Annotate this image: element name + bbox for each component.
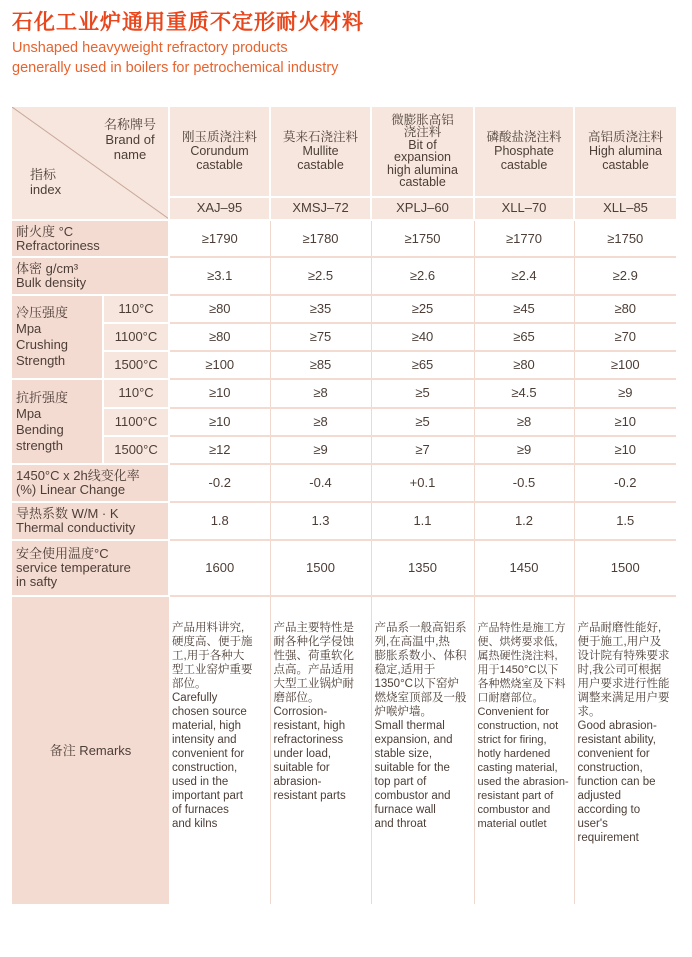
cell-value: ≥9 (574, 379, 676, 407)
cell-value: ≥70 (574, 323, 676, 351)
product-code: XMSJ–72 (270, 197, 371, 220)
row-label-bending: 抗折强度 Mpa Bending strength (12, 379, 103, 464)
temp-label: 1100°C (103, 408, 169, 436)
cell-value: ≥100 (169, 351, 270, 379)
row-label-refractoriness: 耐火度 °C Refractoriness (12, 220, 169, 257)
row-label-linear-change: 1450°C x 2h线变化率 (%) Linear Change (12, 464, 169, 502)
product-code: XPLJ–60 (371, 197, 474, 220)
cell-value: ≥1750 (574, 220, 676, 257)
cell-value: 1500 (574, 540, 676, 596)
cell-value: -0.4 (270, 464, 371, 502)
cell-value: ≥2.5 (270, 257, 371, 294)
cell-value: 1.1 (371, 502, 474, 539)
brand-label: 名称牌号 Brand of name (103, 117, 156, 162)
product-header-phosphate: 磷酸盐浇注料 Phosphate castable (474, 107, 574, 197)
row-label-service-temperature: 安全使用温度°C service temperature in safty (12, 540, 169, 596)
cell-value: 1500 (270, 540, 371, 596)
cell-value: ≥9 (474, 436, 574, 464)
remark-mullite: 产品主要特性是 耐各种化学侵蚀 性强、荷重软化 点高。产品适用 大型工业锅炉耐 磨部位。 Corrosion- resistant, high refractoriness under load, suitable for abrasion- resistant parts (270, 596, 371, 904)
product-header-corundum: 刚玉质浇注料 Corundum castable (169, 107, 270, 197)
product-code: XAJ–95 (169, 197, 270, 220)
cell-value: 1600 (169, 540, 270, 596)
cell-value: ≥1770 (474, 220, 574, 257)
cell-value: ≥1790 (169, 220, 270, 257)
temp-label: 1500°C (103, 351, 169, 379)
cell-value: ≥85 (270, 351, 371, 379)
row-label-thermal-conductivity: 导热系数 W/M · K Thermal conductivity (12, 502, 169, 539)
cell-value: ≥80 (169, 323, 270, 351)
cell-value: 1.2 (474, 502, 574, 539)
cell-value: ≥40 (371, 323, 474, 351)
remark-corundum: 产品用料讲究, 硬度高、便于施 工,用于各种大 型工业窑炉重要 部位。 Carefully chosen source material, high intensity and convenient for construction, used in the important part of furnaces and kilns (169, 596, 270, 904)
cell-value: ≥8 (474, 408, 574, 436)
cell-value: ≥65 (474, 323, 574, 351)
cell-value: ≥10 (169, 408, 270, 436)
page-title: 石化工业炉通用重质不定形耐火材料 (12, 10, 364, 34)
cell-value: ≥8 (270, 408, 371, 436)
remark-phosphate: 产品特性是施工方 便、烘烤要求低, 属热硬性浇注料, 用于1450°C以下 各种燃烧室及下料 口耐磨部位。 Convenient for construction, not strict for firing, hotly hardened casting material, used the abrasion- resistant part of combustor and material outlet (474, 596, 574, 904)
temp-label: 110°C (103, 295, 169, 323)
cell-value: ≥5 (371, 408, 474, 436)
cell-value: ≥2.6 (371, 257, 474, 294)
cell-value: ≥9 (270, 436, 371, 464)
cell-value: -0.2 (169, 464, 270, 502)
row-label-density: 体密 g/cm³ Bulk density (12, 257, 169, 294)
row-label-remarks: 备注 Remarks (12, 596, 169, 904)
cell-value: ≥5 (371, 379, 474, 407)
cell-value: +0.1 (371, 464, 474, 502)
cell-value: ≥10 (574, 408, 676, 436)
cell-value: ≥1750 (371, 220, 474, 257)
cell-value: -0.5 (474, 464, 574, 502)
cell-value: ≥65 (371, 351, 474, 379)
cell-value: 1450 (474, 540, 574, 596)
spec-table (12, 107, 676, 904)
page-subtitle-line1: Unshaped heavyweight refractory products (12, 40, 288, 56)
cell-value: ≥12 (169, 436, 270, 464)
remark-high-alumina: 产品耐磨性能好, 便于施工,用户及 设计院有特殊要求 时,我公司可根据 用户要求进行性能 调整来满足用户要 求。 Good abrasion- resistant ability, convenient for construction, function can be adjusted according to user's requirement (574, 596, 676, 904)
cell-value: ≥35 (270, 295, 371, 323)
cell-value: ≥75 (270, 323, 371, 351)
cell-value: 1.8 (169, 502, 270, 539)
cell-value: -0.2 (574, 464, 676, 502)
cell-value: ≥80 (169, 295, 270, 323)
page-subtitle-line2: generally used in boilers for petrochemical industry (12, 60, 339, 76)
temp-label: 110°C (103, 379, 169, 407)
temp-label: 1100°C (103, 323, 169, 351)
cell-value: ≥80 (474, 351, 574, 379)
cell-value: ≥7 (371, 436, 474, 464)
product-header-high-alumina: 高铝质浇注料 High alumina castable (574, 107, 676, 197)
product-code: XLL–70 (474, 197, 574, 220)
cell-value: ≥1780 (270, 220, 371, 257)
cell-value: ≥45 (474, 295, 574, 323)
cell-value: ≥10 (169, 379, 270, 407)
remark-expansion: 产品系一般高铝系 列,在高温中,热 膨胀系数小、体积 稳定,适用于 1350°C以下窑炉 燃烧室顶部及一般 炉喉炉墙。 Small thermal expansion, and stable size, suitable for the top part of combustor and furnace wall and throat (371, 596, 474, 904)
row-label-crushing: 冷压强度 Mpa Crushing Strength (12, 295, 103, 380)
product-code: XLL–85 (574, 197, 676, 220)
cell-value: ≥100 (574, 351, 676, 379)
cell-value: ≥25 (371, 295, 474, 323)
cell-value: ≥2.9 (574, 257, 676, 294)
cell-value: 1350 (371, 540, 474, 596)
index-label: 指标 index (30, 167, 62, 197)
product-header-mullite: 莫来石浇注料 Mullite castable (270, 107, 371, 197)
cell-value: ≥4.5 (474, 379, 574, 407)
header-corner (12, 107, 169, 220)
cell-value: ≥8 (270, 379, 371, 407)
cell-value: ≥3.1 (169, 257, 270, 294)
cell-value: 1.3 (270, 502, 371, 539)
cell-value: ≥10 (574, 436, 676, 464)
product-header-expansion: 微膨胀高铝 浇注料 Bit of expansion high alumina castable (371, 107, 474, 197)
cell-value: ≥80 (574, 295, 676, 323)
cell-value: 1.5 (574, 502, 676, 539)
temp-label: 1500°C (103, 436, 169, 464)
cell-value: ≥2.4 (474, 257, 574, 294)
